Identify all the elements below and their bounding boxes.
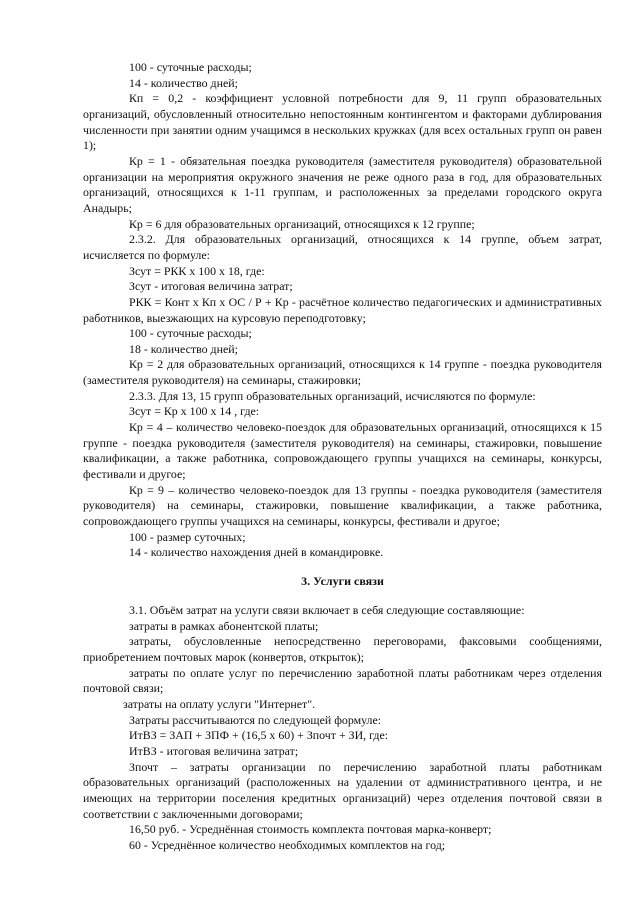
paragraph: 14 - количество дней; [129,75,238,90]
paragraph: Затраты рассчитываются по следующей формуле: [129,712,382,727]
section-heading: 3. Услуги связи [301,574,384,588]
paragraph: затраты в рамках абонентской платы; [129,618,319,633]
formula: ИтВЗ = ЗАП + ЗПФ + (16,5 х 60) + Зпочт + ЗИ, где: [129,728,389,743]
paragraph: затраты по оплате услуг по перечислению заработной платы работникам через отделения почтовой связи; [83,665,602,696]
paragraph: Кп = 0,2 - коэффициент условной потребности для 9, 11 групп образовательных организаций, обусловленный относительно непостоянным контингентом и факторами дублирования численности при занятии одним учащимся в нескольких кружках (для всех остальных групп он равен 1); [83,91,602,153]
document-page [83,60,602,854]
paragraph: Зпочт – затраты организации по перечислению заработной платы работникам образовательных организаций (расположенных на удалении от административного центра, и не имеющих на территории поселения кредитных организаций) через отделения почтовой связи в соответствии с заключенными договорами; [83,759,602,821]
paragraph: 18 - количество дней; [129,341,238,356]
paragraph: Зсут - итоговая величина затрат; [129,279,293,294]
paragraph: Кр = 1 - обязательная поездка руководителя (заместителя руководителя) образовательной организации на мероприятия окружного значения не реже одного раза в год, для образовательных организаций, относящихся к 1-11 группам, и расположенных за пределами городского округа Анадырь; [83,153,602,215]
paragraph: 14 - количество нахождения дней в командировке. [129,545,384,560]
paragraph: затраты, обусловленные непосредственно переговорами, факсовыми сообщениями, приобретением почтовых марок (конвертов, открыток); [83,634,602,664]
paragraph: Кр = 6 для образовательных организаций, относящихся к 12 группе; [129,216,475,231]
paragraph: 2.3.3. Для 13, 15 групп образовательных организаций, исчисляются по формуле: [129,388,536,403]
paragraph: ИтВЗ - итоговая величина затрат; [129,743,299,758]
formula: Зсут = Кр х 100 х 14 , где: [129,404,260,419]
paragraph: 100 - суточные расходы; [129,60,252,74]
paragraph: 16,50 руб. - Усреднённая стоимость комплекта почтовая марка-конверт; [129,822,492,837]
paragraph: РКК = Конт х Кп х ОС / Р + Кр - расчётное количество педагогических и административных работников, выезжающих на курсовую переподготовку; [83,294,602,325]
formula: Зсут = РКК х 100 х 18, где: [129,263,265,278]
paragraph: 60 - Усреднённое количество необходимых комплектов на год; [129,837,446,852]
paragraph: затраты на оплату услуги "Интернет". [123,696,316,711]
paragraph: Кр = 2 для образовательных организаций, относящихся к 14 группе - поездка руководителя (заместителя руководителя) на семинары, стажировки; [83,357,602,388]
paragraph: Кр = 9 – количество человеко-поездок для 13 группы - поездка руководителя (заместителя руководителя) на семинары, стажировки, повышение квалификации, а также работника, сопровождающего группы учащихся на семинары, конкурсы, фестивали и другое; [83,482,602,529]
paragraph: 100 - суточные расходы; [129,326,252,341]
paragraph: Кр = 4 – количество человеко-поездок для образовательных организаций, относящихся к 15 группе - поездка руководителя (заместителя руководителя) на семинары, стажировки, повышение квалификации, а также работника, сопровождающего группы учащихся на семинары, конкурсы, фестивали и другое; [83,420,602,482]
paragraph: 2.3.2. Для образовательных организаций, относящихся к 14 группе, объем затрат, исчисляется по формуле: [83,232,602,262]
paragraph: 100 - размер суточных; [129,529,246,544]
paragraph: 3.1. Объём затрат на услуги связи включает в себя следующие составляющие: [129,603,525,617]
